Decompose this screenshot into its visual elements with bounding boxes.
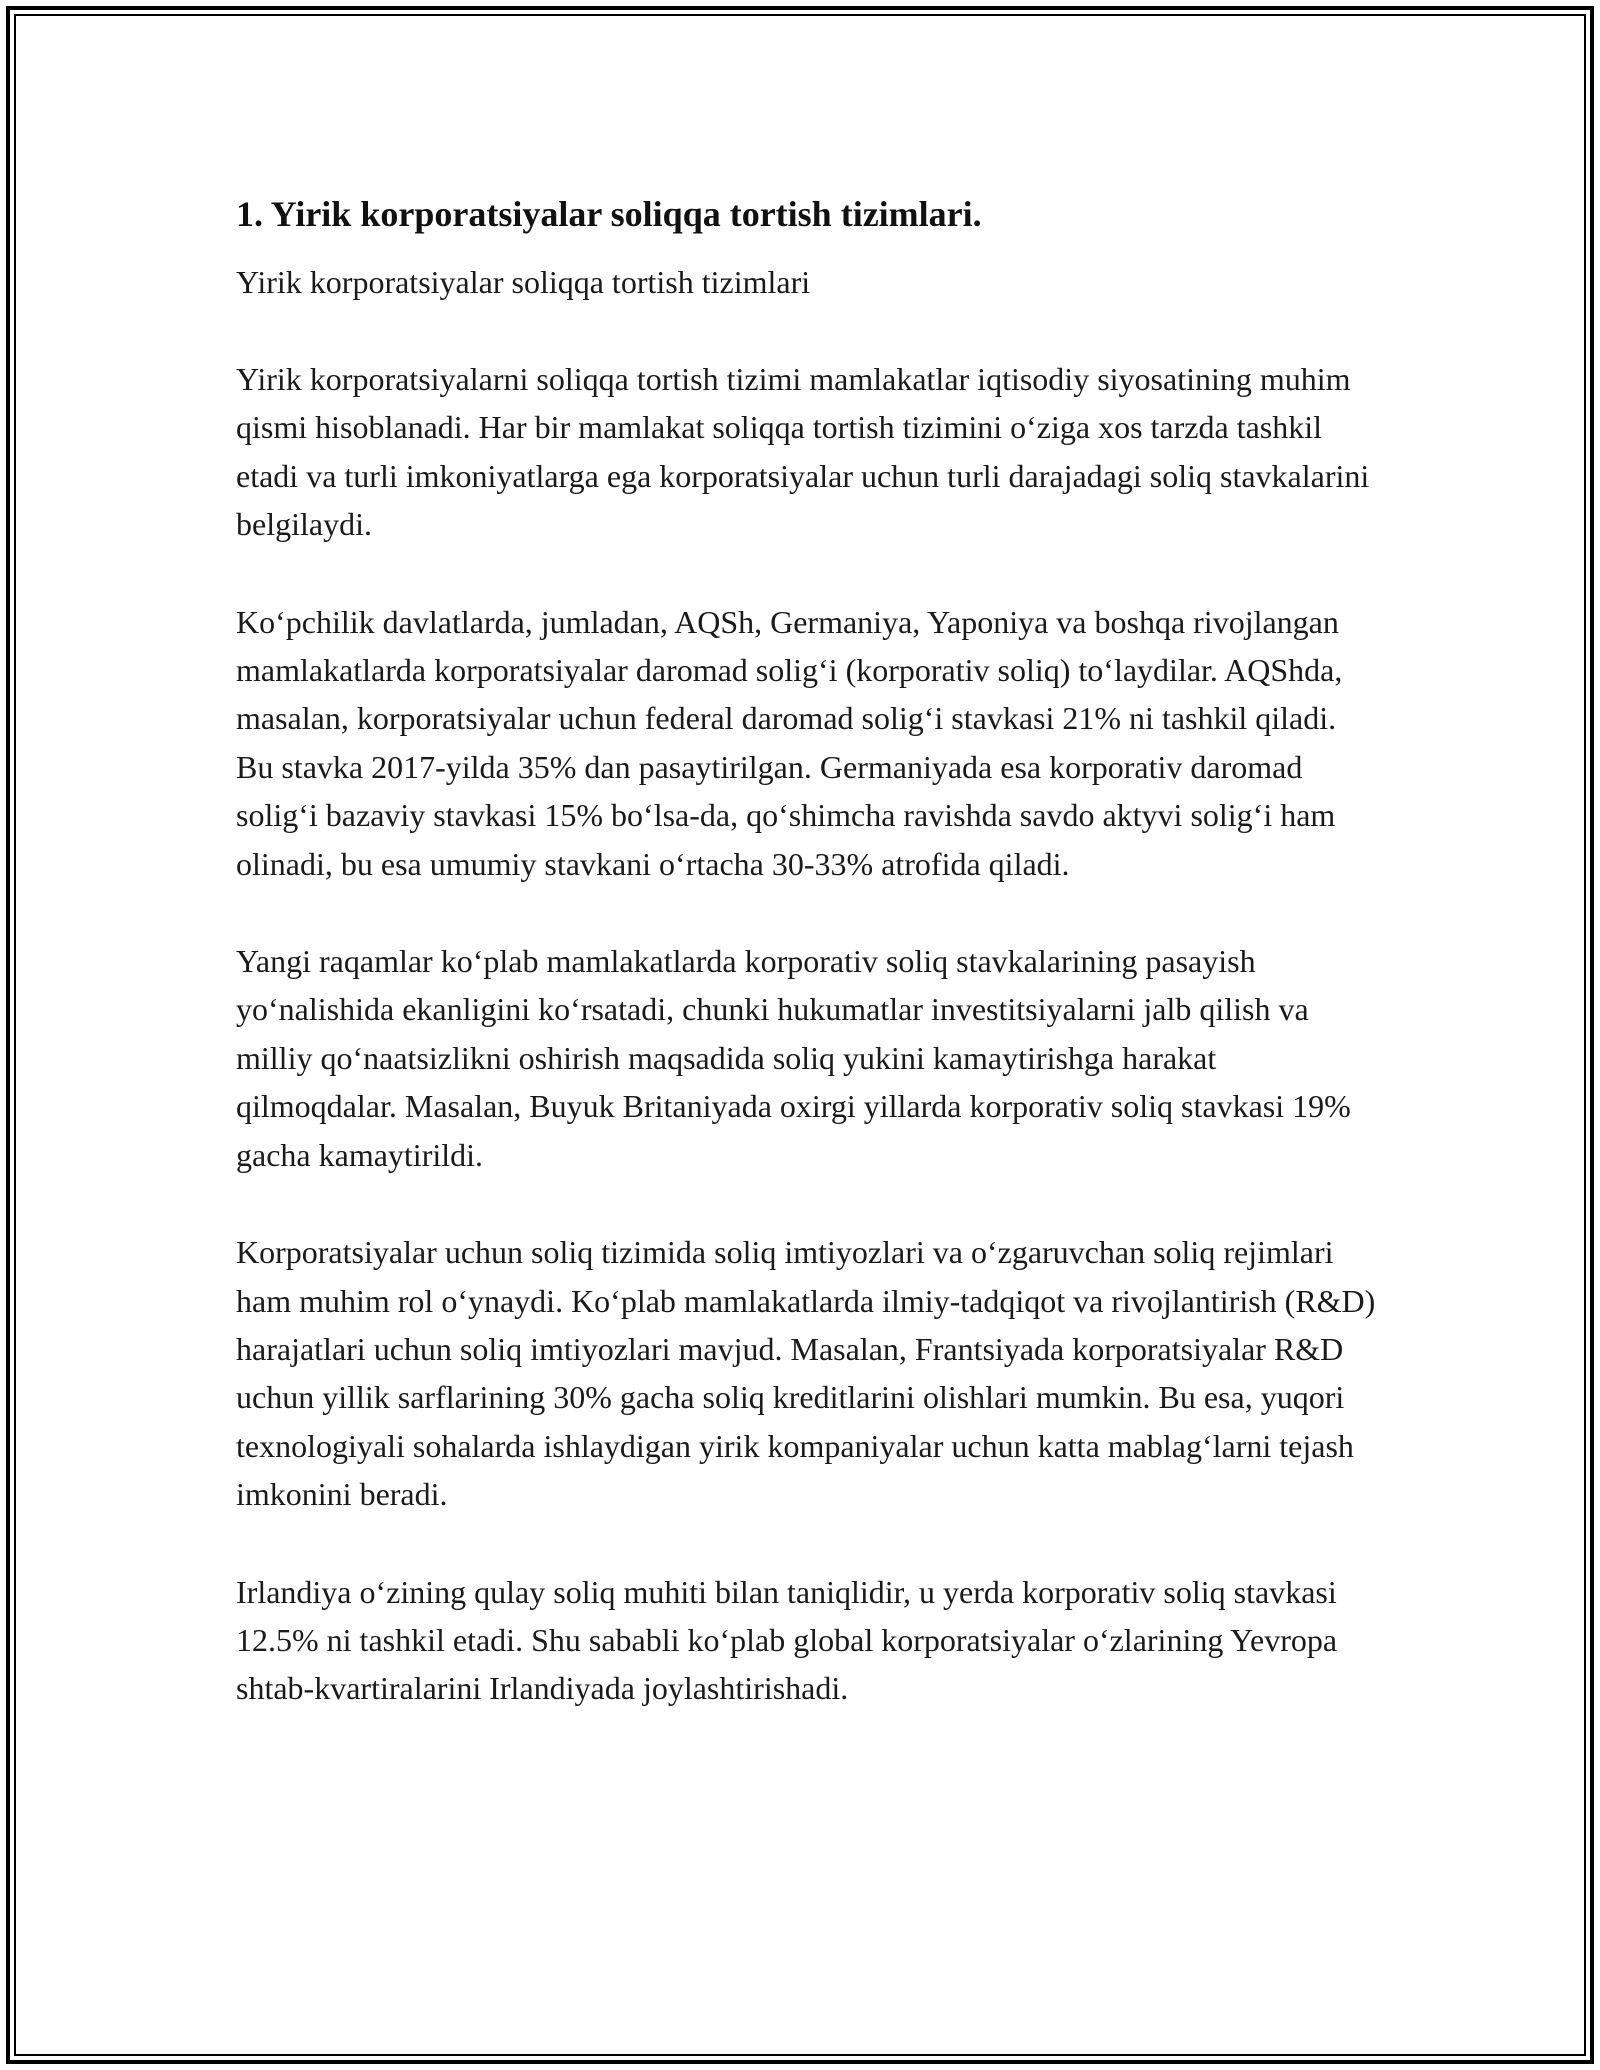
document-title: 1. Yirik korporatsiyalar soliqqa tortish tizimlari. (236, 194, 982, 234)
paragraph-3: Yangi raqamlar ko‘plab mamlakatlarda korporativ soliq stavkalarining pasayish yo‘nalishida ekanligini ko‘rsatadi, chunki hukumatlar investitsiyalarni jalb qilish va milliy qo‘naatsizlikni oshirish maqsadida soliq yukini kamaytirishga harakat qilmoqdalar. Masalan, Buyuk Britaniyada oxirgi yillarda korporativ soliq stavkasi 19% gacha kamaytirildi. (236, 943, 1351, 1173)
paragraph-5: Irlandiya o‘zining qulay soliq muhiti bilan taniqlidir, u yerda korporativ soliq stavkasi 12.5% ni tashkil etadi. Shu sababli ko‘plab global korporatsiyalar o‘zlarining Yevropa shtab-kvartiralarini Irlandiyada joylashtirishadi. (236, 1573, 1338, 1707)
document-subtitle: Yirik korporatsiyalar soliqqa tortish tizimlari (236, 264, 811, 300)
document-content (236, 190, 1376, 1762)
paragraph-4: Korporatsiyalar uchun soliq tizimida soliq imtiyozlari va o‘zgaruvchan soliq rejimlari ham muhim rol o‘ynaydi. Ko‘plab mamlakatlarda ilmiy-tadqiqot va rivojlantirish (R&D) harajatlari uchun soliq imtiyozlari mavjud. Masalan, Frantsiyada korporatsiyalar R&D uchun yillik sarflarining 30% gacha soliq kreditlarini olishlari mumkin. Bu esa, yuqori texnologiyali sohalarda ishlaydigan yirik kompaniyalar uchun katta mablag‘larni tejash imkonini beradi. (236, 1234, 1376, 1513)
paragraph-1: Yirik korporatsiyalarni soliqqa tortish tizimi mamlakatlar iqtisodiy siyosatining muhim qismi hisoblanadi. Har bir mamlakat soliqqa tortish tizimini o‘ziga xos tarzda tashkil etadi va turli imkoniyatlarga ega korporatsiyalar uchun turli darajadagi soliq stavkalarini belgilaydi. (236, 361, 1370, 543)
paragraph-2: Ko‘pchilik davlatlarda, jumladan, AQSh, Germaniya, Yaponiya va boshqa rivojlangan mamlakatlarda korporatsiyalar daromad solig‘i (korporativ soliq) to‘laydilar. AQShda, masalan, korporatsiyalar uchun federal daromad solig‘i stavkasi 21% ni tashkil qiladi. Bu stavka 2017-yilda 35% dan pasaytirilgan. Germaniyada esa korporativ daromad solig‘i bazaviy stavkasi 15% bo‘lsa-da, qo‘shimcha ravishda savdo aktyvi solig‘i ham olinadi, bu esa umumiy stavkani o‘rtacha 30-33% atrofida qiladi. (236, 603, 1343, 882)
